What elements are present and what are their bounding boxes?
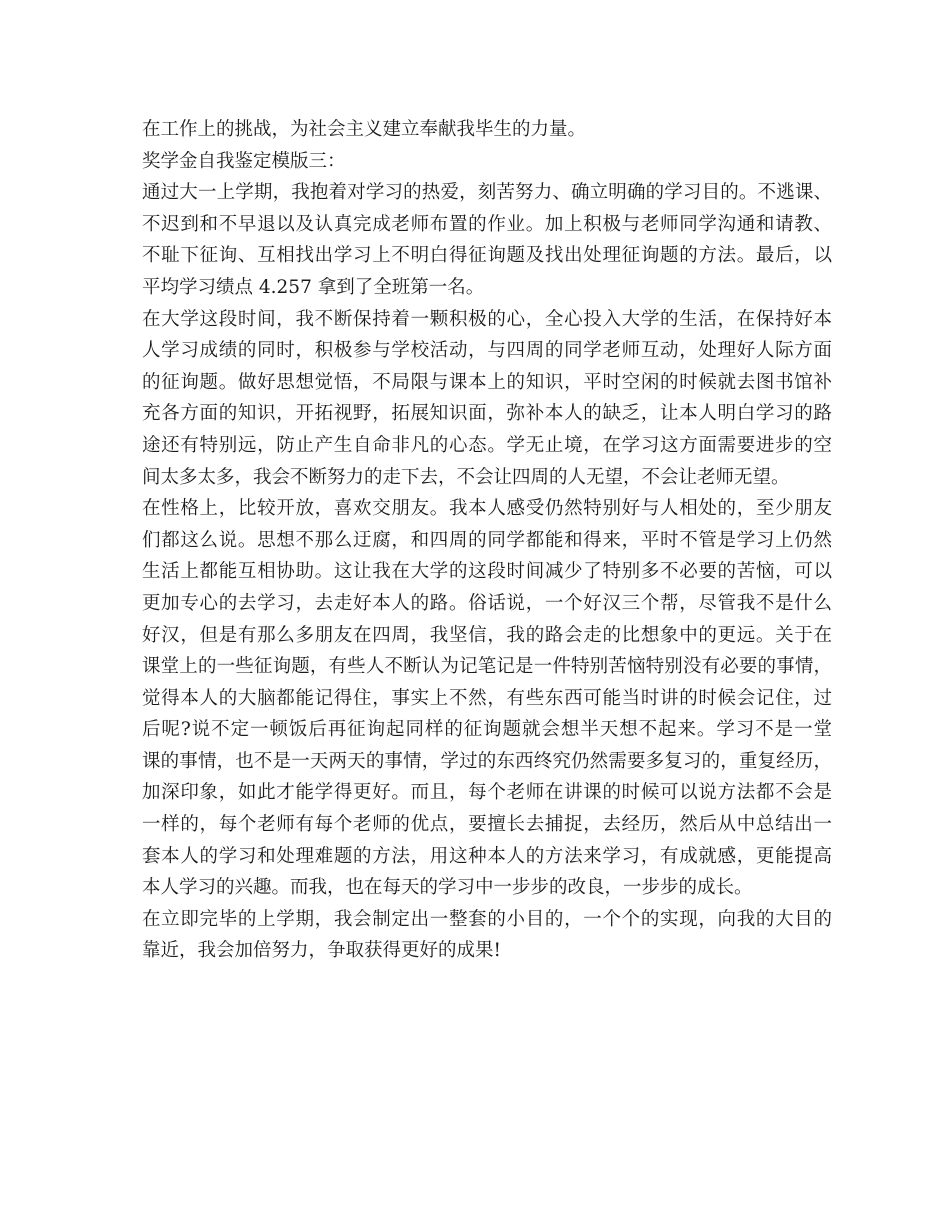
text-line: 在工作上的挑战，为社会主义建立奉献我毕生的力量。 <box>142 119 587 140</box>
text-line: 在立即完毕的上学期，我会制定出一整套的小目的，一个个的实现，向我的大目的 <box>142 908 832 930</box>
text-line: 在性格上，比较开放，喜欢交朋友。我本人感受仍然特别好与人相处的，至少朋友 <box>142 498 832 520</box>
text-line: 在大学这段时间，我不断保持着一颗积极的心，全心投入大学的生活，在保持好本 <box>142 308 832 330</box>
text-line: 不耻下征询、互相找出学习上不明白得征询题及找出处理征询题的方法。最后，以 <box>142 245 832 267</box>
text-line: 好汉，但是有那么多朋友在四周，我坚信，我的路会走的比想象中的更远。关于在 <box>142 624 832 646</box>
document-body <box>142 114 832 967</box>
text-line: 本人学习的兴趣。而我，也在每天的学习中一步步的改良，一步步的成长。 <box>142 877 753 899</box>
text-line: 觉得本人的大脑都能记得住，事实上不然，有些东西可能当时讲的时候会记住，过 <box>142 687 832 709</box>
text-line: 奖学金自我鉴定模版三： <box>142 150 346 172</box>
text-line: 充各方面的知识，开拓视野，拓展知识面，弥补本人的缺乏，让本人明白学习的路 <box>142 403 832 425</box>
text-line: 一样的，每个老师有每个老师的优点，要擅长去捕捉，去经历，然后从中总结出一 <box>142 814 832 836</box>
text-line: 课的事情，也不是一天两天的事情，学过的东西终究仍然需要多复习的，重复经历， <box>142 750 832 772</box>
text-line: 加深印象，如此才能学得更好。而且，每个老师在讲课的时候可以说方法都不会是 <box>142 782 832 804</box>
text-line: 更加专心的去学习，去走好本人的路。俗话说，一个好汉三个帮，尽管我不是什么 <box>142 592 832 614</box>
text-line: 靠近，我会加倍努力，争取获得更好的成果! <box>142 940 501 962</box>
text-line: 后呢?说不定一顿饭后再征询起同样的征询题就会想半天想不起来。学习不是一堂 <box>142 719 832 741</box>
text-line: 通过大一上学期，我抱着对学习的热爱，刻苦努力、确立明确的学习目的。不逃课、 <box>142 182 832 204</box>
text-line: 的征询题。做好思想觉悟，不局限与课本上的知识，平时空闲的时候就去图书馆补 <box>142 371 832 393</box>
text-line: 平均学习绩点 4.257 拿到了全班第一名。 <box>142 276 485 298</box>
text-line: 们都这么说。思想不那么迂腐，和四周的同学都能和得来，平时不管是学习上仍然 <box>142 529 832 551</box>
text-line: 生活上都能互相协助。这让我在大学的这段时间减少了特别多不必要的苦恼，可以 <box>142 561 832 583</box>
text-line: 途还有特别远，防止产生自命非凡的心态。学无止境，在学习这方面需要进步的空 <box>142 434 832 456</box>
text-line: 不迟到和不早退以及认真完成老师布置的作业。加上积极与老师同学沟通和请教、 <box>142 213 832 235</box>
text-line: 套本人的学习和处理难题的方法，用这种本人的方法来学习，有成就感，更能提高 <box>142 845 832 867</box>
text-line: 课堂上的一些征询题，有些人不断认为记笔记是一件特别苦恼特别没有必要的事情， <box>142 656 832 678</box>
text-line: 间太多太多，我会不断努力的走下去，不会让四周的人无望，不会让老师无望。 <box>142 466 790 488</box>
text-line: 人学习成绩的同时，积极参与学校活动，与四周的同学老师互动，处理好人际方面 <box>142 340 832 362</box>
